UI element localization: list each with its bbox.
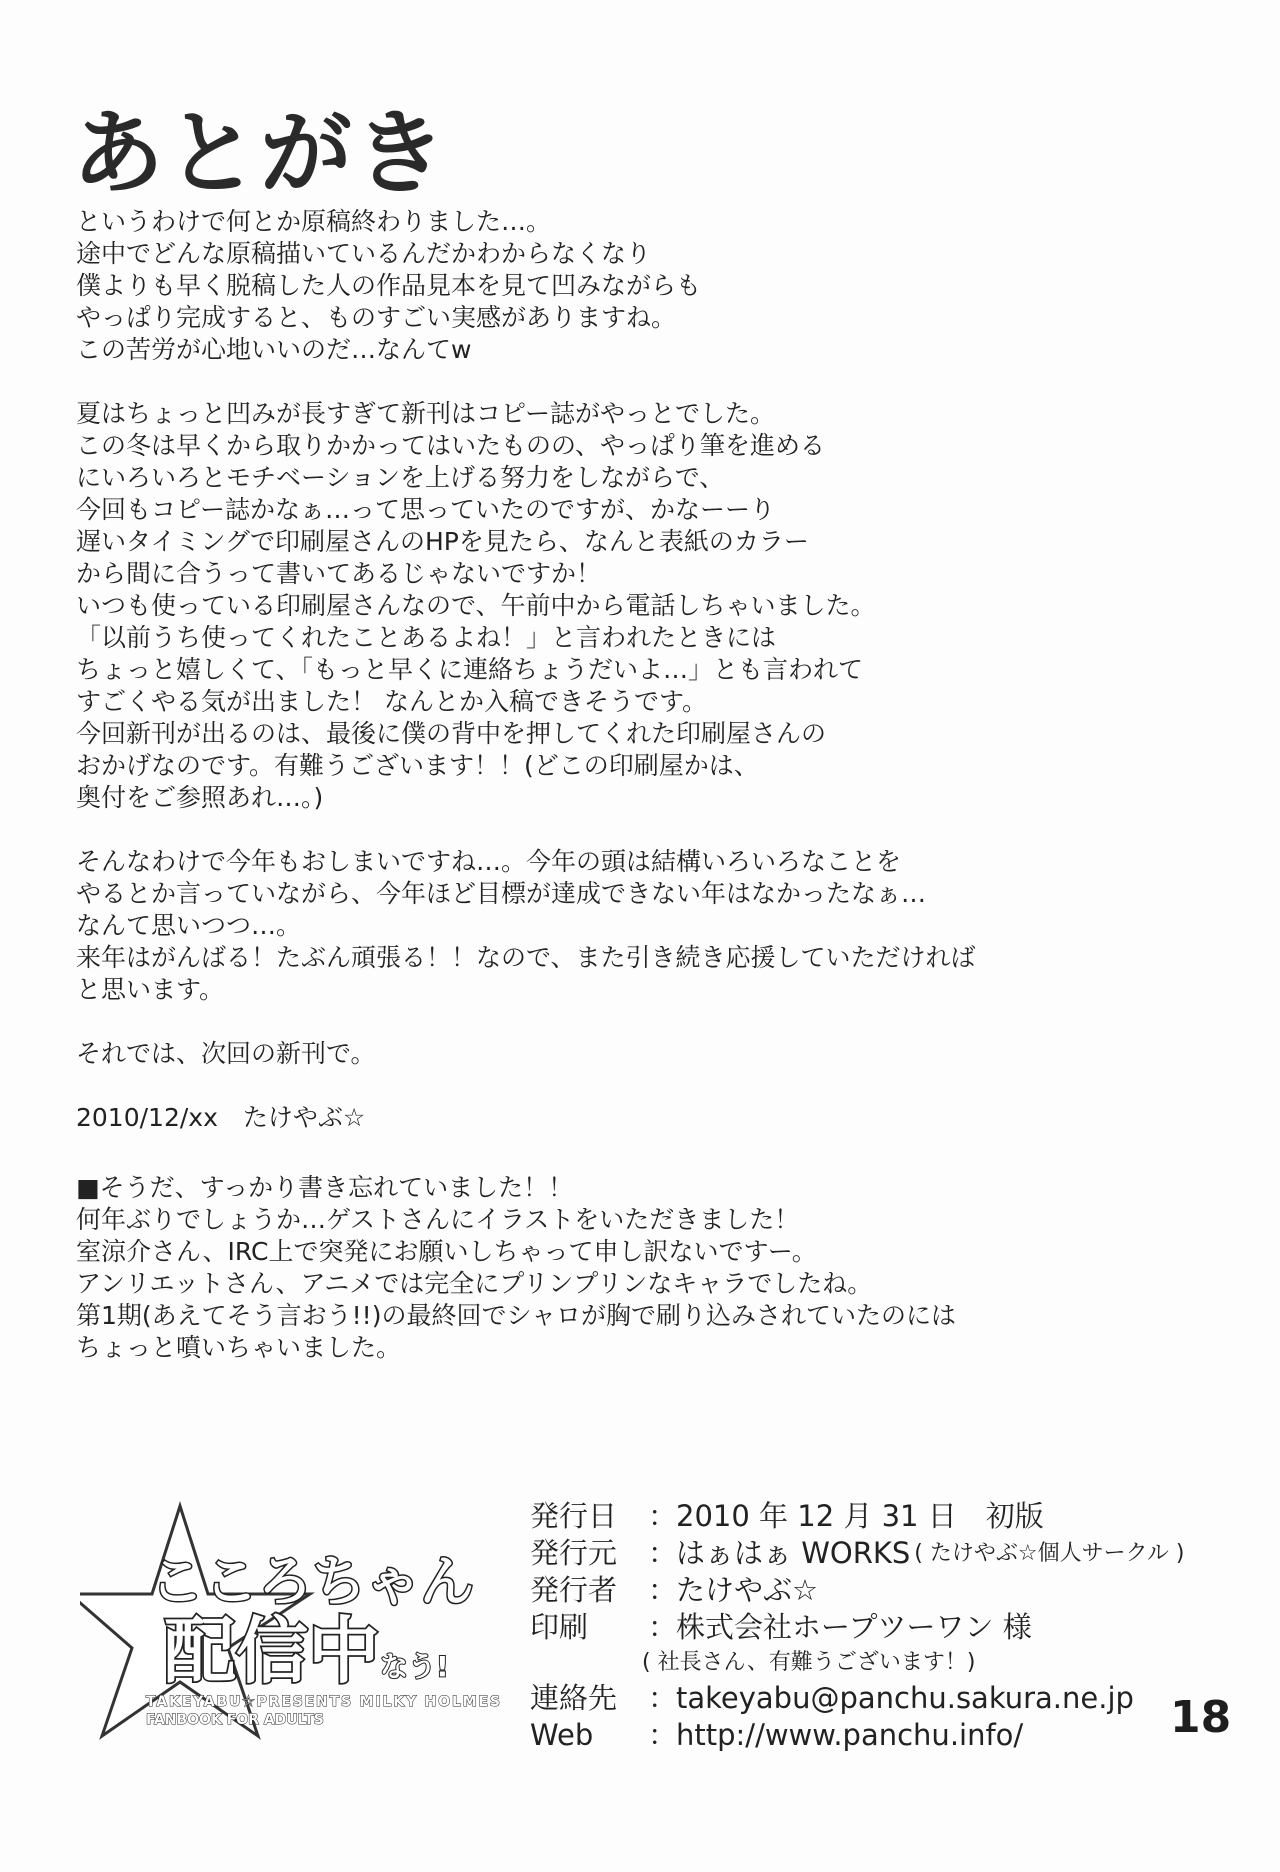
website-link[interactable]: http://www.panchu.info/ xyxy=(676,1718,1024,1752)
colophon-label: 連絡先 xyxy=(530,1681,618,1715)
colophon-value: たけやぶ☆ xyxy=(676,1573,818,1607)
colophon-value: 2010 年 12 月 31 日 初版 xyxy=(676,1499,1044,1533)
signature: 2010/12/xx たけやぶ☆ xyxy=(76,1103,366,1132)
colophon-label: 発行日 xyxy=(530,1499,618,1533)
colophon-value: 株式会社ホープツーワン 様 xyxy=(676,1610,1032,1644)
text-line: ちょっと嬉しくて、「もっと早くに連絡ちょうだいよ…」とも言われて xyxy=(76,655,864,684)
colophon-separator: ： xyxy=(648,1536,678,1570)
text-line: やるとか言っていながら、今年ほど目標が達成できない年はなかったなぁ… xyxy=(76,879,927,908)
logo-line1: こころちゃん xyxy=(150,1550,474,1613)
text-line: 途中でどんな原稿描いているんだかわからなくなり xyxy=(76,239,652,268)
colophon-separator: ： xyxy=(648,1499,678,1533)
afterword-body xyxy=(76,206,1196,1166)
paragraph xyxy=(76,1038,1196,1070)
text-line: 今回もコピー誌かなぁ…って思っていたのですが、かなーーり xyxy=(76,495,776,524)
text-line: ■そうだ、すっかり書き忘れていました！！ xyxy=(76,1173,574,1202)
logo-line2: 配信中 xyxy=(164,1609,381,1693)
text-line: 来年はがんばる！たぶん頑張る！！なので、また引き続き応援していただければ xyxy=(76,943,976,972)
text-line: 「以前うち使ってくれたことあるよね！」と言われたときには xyxy=(76,623,777,652)
paragraph xyxy=(76,846,1196,1006)
colophon-separator: ： xyxy=(648,1573,678,1607)
page-number: 18 xyxy=(1170,1692,1232,1743)
text-line: ちょっと噴いちゃいました。 xyxy=(76,1333,402,1362)
text-line: なんて思いつつ…。 xyxy=(76,911,302,940)
colophon-separator: ： xyxy=(648,1681,678,1715)
text-line: 夏はちょっと凹みが長すぎて新刊はコピー誌がやっとでした。 xyxy=(76,399,776,428)
colophon-label: 発行者 xyxy=(530,1573,618,1607)
text-line: 何年ぶりでしょうか…ゲストさんにイラストをいただきました！ xyxy=(76,1205,800,1234)
colophon-printer-row xyxy=(530,1609,1210,1646)
colophon-separator: ： xyxy=(648,1718,678,1752)
paragraph xyxy=(76,206,1196,366)
text-line: アンリエットさん、アニメでは完全にプリンプリンなキャラでしたね。 xyxy=(76,1269,873,1298)
text-line: というわけで何とか原稿終わりました…。 xyxy=(76,207,552,236)
text-line: いつも使っている印刷屋さんなので、午前中から電話しちゃいました。 xyxy=(76,591,876,620)
text-line: 今回新刊が出るのは、最後に僕の背中を押してくれた印刷屋さんの xyxy=(76,719,827,748)
paragraph xyxy=(76,398,1196,814)
text-line: から間に合うって書いてあるじゃないですか！ xyxy=(76,559,602,588)
postscript xyxy=(76,1172,1196,1364)
colophon-author-row xyxy=(530,1572,1210,1609)
page-title: あとがき xyxy=(72,100,449,207)
colophon-contact-row xyxy=(530,1680,1210,1717)
colophon-value: はぁはぁ WORKS xyxy=(676,1536,911,1570)
text-line: それでは、次回の新刊で。 xyxy=(76,1039,376,1068)
text-line: 僕よりも早く脱稿した人の作品見本を見て凹みながらも xyxy=(76,271,702,300)
text-line: にいろいろとモチベーションを上げる努力をしながらで、 xyxy=(76,463,725,492)
text-line: おかげなのです。有難うございます！！(どこの印刷屋かは、 xyxy=(76,751,759,780)
logo-tagline1: TAKEYABU☆PRESENTS MILKY HOLMES xyxy=(146,1694,500,1710)
text-line: 遅いタイミングで印刷屋さんのHPを見たら、なんと表紙のカラー xyxy=(76,527,809,556)
colophon-separator: ： xyxy=(648,1610,678,1644)
signature-block xyxy=(76,1102,1196,1134)
book-logo xyxy=(80,1500,520,1750)
text-line: この冬は早くから取りかかってはいたものの、やっぱり筆を進める xyxy=(76,431,826,460)
colophon xyxy=(530,1498,1210,1754)
colophon-date-row xyxy=(530,1498,1210,1535)
colophon-label: Web xyxy=(530,1718,594,1752)
colophon-note: ( たけやぶ☆個人サークル ) xyxy=(914,1541,1185,1566)
colophon-label: 発行元 xyxy=(530,1536,618,1570)
text-line: 第1期(あえてそう言おう!!)の最終回でシャロが胸で刷り込みされていたのには xyxy=(76,1301,956,1330)
colophon-publisher-row xyxy=(530,1535,1210,1572)
contact-email[interactable]: takeyabu@panchu.sakura.ne.jp xyxy=(676,1681,1134,1715)
colophon-printer-note: ( 社長さん、有難うございます！) xyxy=(642,1650,976,1675)
text-line: そんなわけで今年もおしまいですね…。今年の頭は結構いろいろなことを xyxy=(76,847,902,876)
text-line: 室涼介さん、IRC上で突発にお願いしちゃって申し訳ないですー。 xyxy=(76,1237,817,1266)
colophon-label: 印刷 xyxy=(530,1610,589,1644)
colophon-web-row xyxy=(530,1717,1210,1754)
text-line: と思います。 xyxy=(76,975,225,1004)
text-line: やっぱり完成すると、ものすごい実感がありますね。 xyxy=(76,303,677,332)
text-line: すごくやる気が出ました！ なんとか入稿できそうです。 xyxy=(76,687,707,716)
logo-line2-suffix: なう! xyxy=(380,1650,449,1683)
text-line: この苦労が心地いいのだ…なんてw xyxy=(76,335,472,364)
logo-tagline2: FANBOOK FOR ADULTS xyxy=(146,1712,324,1728)
text-line: 奥付をご参照あれ…。) xyxy=(76,783,324,812)
